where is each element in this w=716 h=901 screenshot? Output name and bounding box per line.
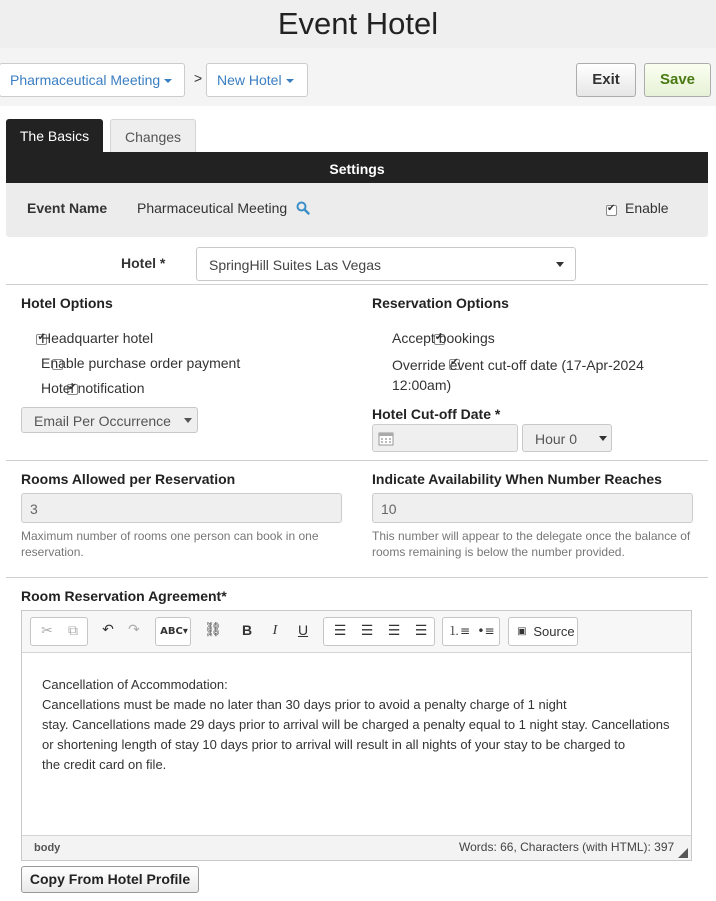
- override-cutoff-label-line2: 12:00am): [392, 377, 452, 393]
- align-group: [323, 617, 435, 646]
- availability-value: 10: [381, 501, 397, 517]
- editor-line: Cancellations must be made no later than 30 days prior to avoid a penalty charge of 1 night: [42, 697, 567, 712]
- event-name-value: Pharmaceutical Meeting: [137, 200, 288, 216]
- event-dropdown[interactable]: [0, 63, 185, 97]
- editor-line: the credit card on file.: [42, 757, 167, 772]
- divider: [6, 577, 708, 578]
- divider: [6, 460, 708, 461]
- format-group: [199, 617, 319, 646]
- align-left-icon[interactable]: ☰: [333, 623, 347, 639]
- caret-down-icon: [599, 436, 607, 441]
- redo-icon[interactable]: ↷: [128, 622, 140, 638]
- caret-down-icon: [556, 262, 564, 267]
- undo-icon[interactable]: ↶: [102, 622, 114, 638]
- calendar-icon[interactable]: [378, 431, 394, 446]
- accept-bookings-label: Accept bookings: [392, 330, 495, 346]
- copy-from-hotel-profile-button[interactable]: Copy From Hotel Profile: [21, 866, 199, 893]
- divider: [6, 284, 708, 285]
- agreement-label: Room Reservation Agreement*: [21, 588, 227, 604]
- underline-icon[interactable]: U: [297, 622, 309, 638]
- copy-icon[interactable]: ⧉: [68, 623, 78, 639]
- reservation-options-heading: Reservation Options: [372, 295, 509, 311]
- tab-the-basics[interactable]: The Basics: [6, 119, 103, 153]
- cutoff-hour-select[interactable]: [522, 424, 612, 452]
- bulleted-list-icon[interactable]: •≡: [477, 624, 495, 638]
- link-icon[interactable]: ⛓: [204, 622, 222, 638]
- override-cutoff-label-line1: Override event cut-off date (17-Apr-2024: [392, 357, 644, 373]
- event-name-row: [6, 183, 708, 237]
- editor-status-bar: [22, 835, 691, 860]
- exit-button[interactable]: Exit: [576, 63, 636, 97]
- editor-line: Cancellation of Accommodation:: [42, 677, 228, 692]
- hotel-options-heading: Hotel Options: [21, 295, 113, 311]
- align-right-icon[interactable]: ☰: [387, 623, 401, 639]
- bold-icon[interactable]: B: [241, 622, 253, 638]
- editor-toolbar: [22, 611, 691, 653]
- event-dropdown-label: Pharmaceutical Meeting: [10, 72, 161, 88]
- enable-checkbox[interactable]: [606, 205, 617, 216]
- cutoff-hour-value: Hour 0: [535, 431, 578, 447]
- rooms-allowed-value: 3: [30, 501, 38, 517]
- hotel-select[interactable]: [196, 247, 576, 281]
- italic-icon[interactable]: I: [272, 623, 278, 638]
- cutoff-date-label: Hotel Cut-off Date *: [372, 406, 501, 422]
- notification-select-value: Email Per Occurrence: [34, 413, 171, 429]
- page-title: Event Hotel: [277, 6, 439, 41]
- hotel-dropdown-label: New Hotel: [217, 72, 282, 88]
- word-count: Words: 66, Characters (with HTML): 397: [459, 840, 675, 854]
- source-group: [508, 617, 578, 646]
- enable-label: Enable: [625, 200, 669, 216]
- numbered-list-icon[interactable]: ⒈≡: [447, 624, 471, 638]
- availability-input[interactable]: [372, 493, 693, 523]
- tab-changes[interactable]: Changes: [110, 119, 196, 153]
- rooms-allowed-label: Rooms Allowed per Reservation: [21, 471, 236, 487]
- search-icon[interactable]: [296, 201, 310, 215]
- hotel-notification-label: Hotel notification: [41, 380, 145, 396]
- rooms-allowed-help: Maximum number of rooms one person can book in one reservation.: [21, 529, 319, 559]
- source-button-label[interactable]: Source: [533, 624, 575, 639]
- notification-select[interactable]: [21, 407, 198, 433]
- editor-line: or shortening length of stay 10 days prior to arrival will result in all nights of your stay to be charged to: [42, 737, 626, 752]
- availability-label: Indicate Availability When Number Reaches: [372, 471, 662, 487]
- align-center-icon[interactable]: ☰: [360, 623, 374, 639]
- purchase-order-label: Enable purchase order payment: [41, 355, 241, 371]
- availability-help: This number will appear to the delegate once the balance of rooms remaining is below the number provided.: [372, 529, 691, 559]
- cut-icon[interactable]: ✂: [41, 623, 53, 639]
- history-group: [92, 617, 150, 646]
- source-icon[interactable]: ▣: [517, 626, 527, 637]
- clipboard-group: [30, 617, 88, 646]
- save-button[interactable]: Save: [644, 63, 711, 97]
- list-group: [442, 617, 500, 646]
- override-cutoff-label: [392, 355, 644, 395]
- element-path[interactable]: body: [34, 842, 61, 854]
- hotel-dropdown[interactable]: [206, 63, 308, 97]
- headquarter-hotel-label: Headquarter hotel: [41, 330, 154, 346]
- rooms-allowed-input[interactable]: [21, 493, 342, 523]
- caret-down-icon: [286, 79, 294, 83]
- editor-line: stay. Cancellations made 29 days prior to arrival will be charged a penalty equal to 1 night stay. Cancellations: [42, 717, 670, 732]
- event-name-label: Event Name: [27, 200, 108, 216]
- resize-handle-icon[interactable]: [678, 848, 688, 858]
- spellcheck-group: [155, 617, 191, 646]
- caret-down-icon: [164, 79, 172, 83]
- editor-content[interactable]: [42, 675, 682, 775]
- caret-down-icon: [184, 418, 192, 423]
- align-justify-icon[interactable]: ☰: [414, 623, 428, 639]
- breadcrumb-separator: >: [194, 70, 203, 86]
- settings-header: Settings: [6, 152, 708, 183]
- rich-text-editor: [21, 610, 692, 861]
- hotel-label: Hotel *: [121, 255, 166, 271]
- spellcheck-icon[interactable]: ABC▾: [160, 626, 188, 637]
- hotel-select-value: SpringHill Suites Las Vegas: [209, 257, 381, 273]
- cutoff-date-input[interactable]: [372, 424, 518, 452]
